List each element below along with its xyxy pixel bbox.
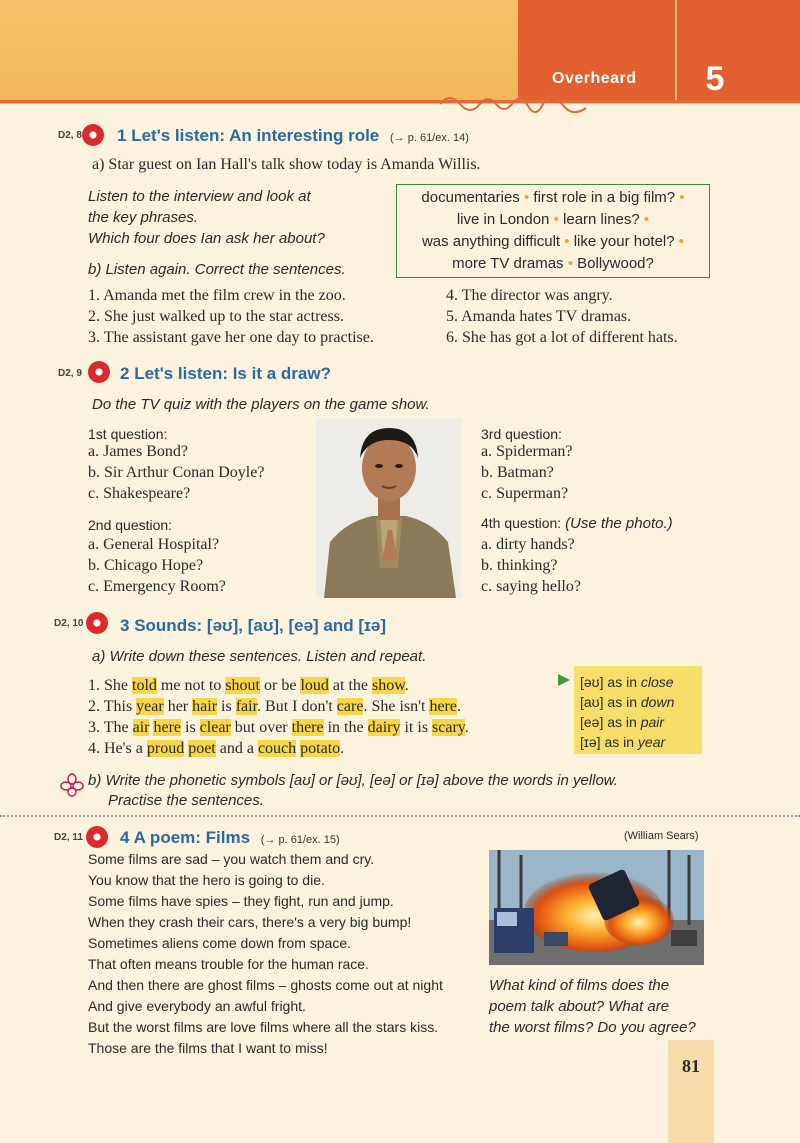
poem-line: Some films are sad – you watch them and cry. [88,851,375,867]
sentence-item: 6. She has got a lot of different hats. [446,329,678,346]
section-heading: Let's listen: Is it a draw? [134,364,331,383]
section-heading: A poem: Films [133,828,251,847]
man-photo [316,418,462,598]
page-reference[interactable]: (→ p. 61/ex. 15) [260,834,340,846]
highlighted-word: show [371,677,405,694]
quiz-option: c. Emergency Room? [88,578,226,595]
sound-sentence: 1. She told me not to shout or be loud at the show. [88,677,409,694]
poem-line: Those are the films that I want to miss! [88,1040,328,1056]
sentence-item: 1. Amanda met the film crew in the zoo. [88,287,346,304]
sounds-reference-box [574,666,702,754]
highlighted-word: there [291,719,324,736]
play-arrow-icon [556,672,572,688]
chapter-number: 5 [705,60,725,98]
section-title [117,126,469,146]
quiz-option: b. Sir Arthur Conan Doyle? [88,464,265,481]
sound-sentence: 3. The air here is clear but over there in the dairy it is scary. [88,719,469,736]
explosion-photo [489,850,704,965]
highlighted-word: couch [257,740,297,757]
photo-caption: What kind of films does the [489,977,670,994]
flower-icon [60,772,84,798]
highlighted-word: care [336,698,364,715]
quiz-option: b. thinking? [481,557,558,574]
highlighted-word: fair [235,698,258,715]
track-label: D2, 9 [58,368,82,379]
section-intro: Do the TV quiz with the players on the game show. [92,396,430,413]
quiz-option: a. dirty hands? [481,536,575,553]
section-number: 2 [120,364,130,383]
section-number: 4 [120,828,130,847]
task-b-text: b) Write the phonetic symbols [aʊ] or [əʊ], [eə] or [ɪə] above the words in yellow. [88,772,618,789]
highlighted-word: here [429,698,457,715]
sound-row: [əʊ] as in close [580,674,674,690]
track-label: D2, 10 [54,618,84,629]
sentence-item: 5. Amanda hates TV dramas. [446,308,632,325]
section-title [120,828,340,848]
quiz-option: c. Shakespeare? [88,485,191,502]
photo-caption: the worst films? Do you agree? [489,1019,696,1036]
sentence-item: 2. She just walked up to the star actress. [88,308,344,325]
highlighted-word: poet [188,740,216,757]
highlighted-word: dairy [367,719,401,736]
highlighted-word: told [132,677,157,694]
question-label-text: 4th question: [481,515,562,531]
quiz-option: b. Batman? [481,464,554,481]
key-phrases-box: documentaries • first role in a big film? • live in London • learn lines? • was anything difficult • like your hotel? • more TV dramas • Bollywood? [396,184,710,278]
key-phrase: first role in a big film? [533,189,676,206]
cd-icon[interactable] [86,826,108,848]
section-number: 1 [117,126,127,145]
question-label [481,515,673,532]
task-b-text-cont: Practise the sentences. [108,792,264,809]
highlighted-word: potato [300,740,341,757]
quiz-option: c. Superman? [481,485,569,502]
highlighted-word: loud [300,677,329,694]
sound-sentence: 2. This year her hair is fair. But I don't care. She isn't here. [88,698,461,715]
track-label: D2, 8 [58,130,82,141]
highlighted-word: scary [432,719,465,736]
quiz-option: b. Chicago Hope? [88,557,204,574]
task-a-text: a) Write down these sentences. Listen and repeat. [92,648,427,665]
chapter-title: Overheard [552,70,637,87]
task-b-text: b) Listen again. Correct the sentences. [88,261,346,278]
task-a-text: a) Star guest on Ian Hall's talk show today is Amanda Willis. [92,156,481,173]
sound-row: [ɪə] as in year [580,734,666,750]
page-number: 81 [682,1056,700,1076]
poem-line: That often means trouble for the human race. [88,956,369,972]
highlighted-word: hair [192,698,218,715]
quiz-option: c. saying hello? [481,578,581,595]
sound-sentence: 4. He's a proud poet and a couch potato. [88,740,345,757]
section-number: 3 [120,616,130,635]
section-heading: Let's listen: An interesting role [131,126,380,145]
question-label: 2nd question: [88,517,173,533]
quiz-option: a. James Bond? [88,443,188,460]
sound-row: [aʊ] as in down [580,694,675,710]
key-phrase: documentaries [421,189,520,206]
highlighted-word: here [153,719,181,736]
key-phrase: was anything difficult [421,233,561,250]
quiz-option: a. Spiderman? [481,443,573,460]
instruction-line: Listen to the interview and look at [88,188,311,205]
poem-author: (William Sears) [624,830,699,842]
key-phrase: live in London [456,211,550,228]
sentence-item: 4. The director was angry. [446,287,613,304]
highlighted-word: air [132,719,150,736]
poem-line: Sometimes aliens come down from space. [88,935,351,951]
cd-icon[interactable] [82,124,104,146]
quiz-option: a. General Hospital? [88,536,220,553]
sound-row: [eə] as in pair [580,714,665,730]
key-phrase: learn lines? [563,211,640,228]
highlighted-word: clear [199,719,231,736]
instruction-line: the key phrases. [88,209,199,226]
poem-line: Some films have spies – they fight, run and jump. [88,893,394,909]
poem-line: You know that the hero is going to die. [88,872,325,888]
key-phrase: Bollywood? [577,255,654,272]
question-note: (Use the photo.) [565,515,673,532]
poem-line: When they crash their cars, there's a very big bump! [88,914,412,930]
poem-line: And give everybody an awful fright. [88,998,306,1014]
header-rule [0,100,800,103]
section-separator [0,815,800,817]
section-title [120,616,386,636]
squiggle-decoration [440,88,590,128]
chapter-divider [675,0,677,102]
key-phrase: more TV dramas [452,255,564,272]
poem-line: And then there are ghost films – ghosts come out at night [88,977,443,993]
cd-icon[interactable] [88,361,110,383]
track-label: D2, 11 [54,832,83,843]
photo-caption: poem talk about? What are [489,998,670,1015]
instruction-line: Which four does Ian ask her about? [88,230,325,247]
section-heading: Sounds: [əʊ], [aʊ], [eə] and [ɪə] [134,616,387,635]
poem-line: But the worst films are love films where all the stars kiss. [88,1019,439,1035]
section-title [120,364,331,384]
page-reference[interactable]: (→ p. 61/ex. 14) [390,132,469,144]
key-phrase: like your hotel? [573,233,675,250]
highlighted-word: proud [146,740,185,757]
cd-icon[interactable] [86,612,108,634]
highlighted-word: year [136,698,164,715]
question-label: 1st question: [88,426,168,442]
sentence-item: 3. The assistant gave her one day to practise. [88,329,374,346]
highlighted-word: shout [225,677,260,694]
question-label: 3rd question: [481,426,562,442]
